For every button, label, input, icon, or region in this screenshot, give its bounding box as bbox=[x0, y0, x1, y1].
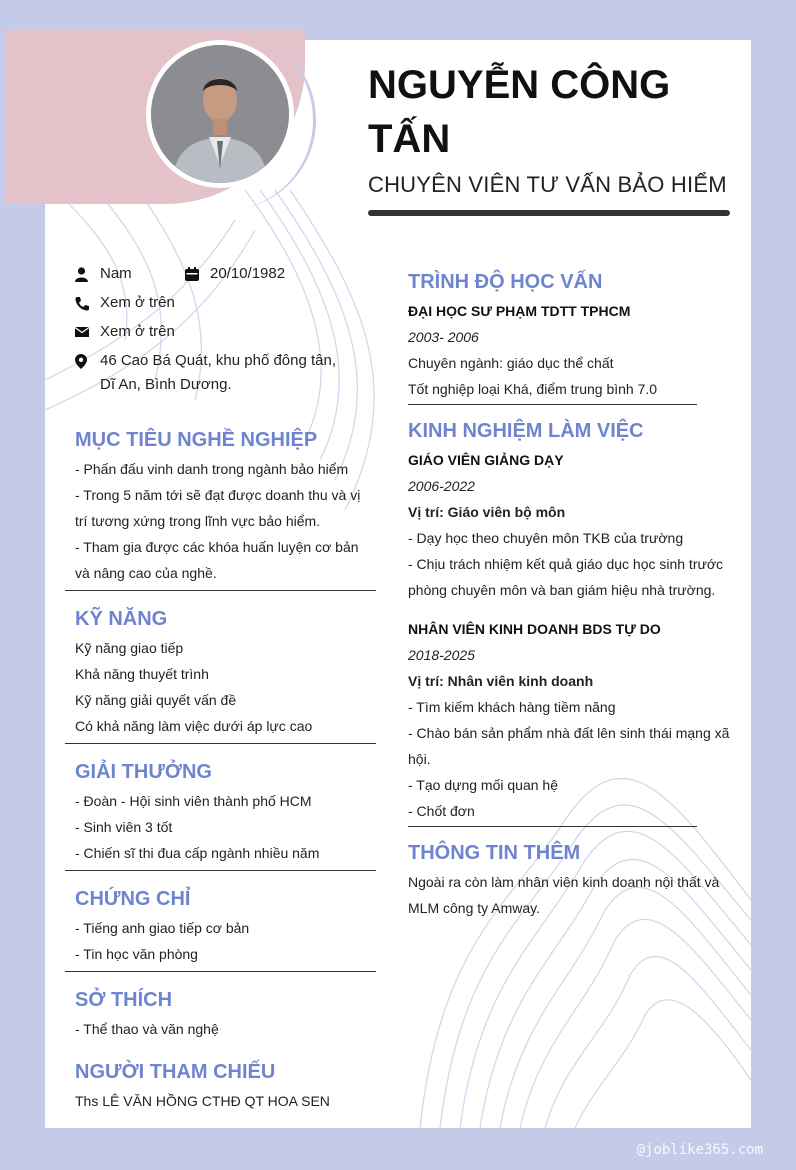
name-line-1: NGUYỄN CÔNG bbox=[368, 63, 671, 107]
job-line: - Chào bán sản phẩm nhà đất lên sinh thái mạng xã bbox=[408, 725, 730, 741]
name-line-2: TẤN bbox=[368, 117, 451, 161]
phone-icon bbox=[75, 291, 100, 315]
skill-item: Kỹ năng giải quyết vấn đề bbox=[75, 692, 237, 708]
calendar-icon bbox=[185, 262, 210, 286]
job-line: - Dạy học theo chuyên môn TKB của trường bbox=[408, 530, 684, 546]
objective-line: và nâng cao của nghề. bbox=[75, 565, 217, 581]
objective-heading: MỤC TIÊU NGHỀ NGHIỆP bbox=[75, 429, 318, 451]
hobby-item: - Thể thao và văn nghệ bbox=[75, 1021, 219, 1037]
right-column bbox=[408, 268, 733, 921]
title-underline bbox=[368, 210, 730, 216]
job-position: Vị trí: Nhân viên kinh doanh bbox=[408, 673, 594, 689]
gender-value: Nam bbox=[100, 265, 132, 282]
personal-row-gender-birthday bbox=[75, 262, 365, 286]
envelope-icon bbox=[75, 320, 100, 344]
address-line-1: 46 Cao Bá Quát, khu phố đông tân, bbox=[100, 352, 337, 369]
person-silhouette-icon bbox=[151, 45, 289, 183]
job-title: CHUYÊN VIÊN TƯ VẤN BẢO HIỂM bbox=[368, 172, 727, 197]
awards-list bbox=[75, 788, 365, 866]
experience-job bbox=[408, 447, 733, 603]
watermark-text: @joblike365.com bbox=[636, 1142, 763, 1158]
education-period: 2003- 2006 bbox=[408, 329, 479, 345]
birthday-value: 20/10/1982 bbox=[210, 265, 286, 282]
section-divider bbox=[65, 971, 376, 972]
job-line: - Chịu trách nhiệm kết quả giáo dục học sinh trước bbox=[408, 556, 724, 572]
award-item: - Sinh viên 3 tốt bbox=[75, 819, 173, 835]
job-line: - Tạo dựng mối quan hệ bbox=[408, 777, 558, 793]
phone-value: Xem ở trên bbox=[100, 294, 175, 311]
objective-line: trí tương xứng trong lĩnh vực bảo hiểm. bbox=[75, 513, 321, 529]
section-divider bbox=[65, 870, 376, 871]
personal-row-address bbox=[75, 349, 365, 397]
skills-heading: KỸ NĂNG bbox=[75, 608, 168, 630]
objective-line: - Trong 5 năm tới sẽ đạt được doanh thu và vị bbox=[75, 487, 361, 503]
education-heading: TRÌNH ĐỘ HỌC VẤN bbox=[408, 271, 603, 293]
job-period: 2018-2025 bbox=[408, 647, 475, 663]
extra-info-line: Ngoài ra còn làm nhân viên kinh doanh nội thất và bbox=[408, 874, 720, 890]
skills-list bbox=[75, 635, 365, 739]
certificate-item: - Tiếng anh giao tiếp cơ bản bbox=[75, 920, 250, 936]
section-divider bbox=[408, 404, 697, 405]
skill-item: Kỹ năng giao tiếp bbox=[75, 640, 184, 656]
objective-list bbox=[75, 456, 365, 586]
job-line: - Chốt đơn bbox=[408, 803, 475, 819]
section-divider bbox=[408, 826, 697, 827]
objective-line: - Phấn đấu vinh danh trong ngành bảo hiểm bbox=[75, 461, 349, 477]
job-period: 2006-2022 bbox=[408, 478, 475, 494]
candidate-name bbox=[368, 58, 728, 166]
address-value bbox=[100, 349, 336, 397]
education-school: ĐẠI HỌC SƯ PHẠM TDTT TPHCM bbox=[408, 303, 631, 319]
skill-item: Có khả năng làm việc dưới áp lực cao bbox=[75, 718, 313, 734]
location-pin-icon bbox=[75, 349, 100, 373]
extra-info-heading: THÔNG TIN THÊM bbox=[408, 842, 581, 864]
skill-item: Khả năng thuyết trình bbox=[75, 666, 209, 682]
certificates-list bbox=[75, 915, 365, 967]
education-line: Chuyên ngành: giáo dục thể chất bbox=[408, 355, 614, 371]
education-line: Tốt nghiệp loại Khá, điểm trung bình 7.0 bbox=[408, 381, 658, 397]
job-line: hội. bbox=[408, 751, 431, 767]
job-company: NHÂN VIÊN KINH DOANH BDS TỰ DO bbox=[408, 621, 661, 637]
job-line: - Tìm kiếm khách hàng tiềm năng bbox=[408, 699, 616, 715]
experience-job bbox=[408, 616, 733, 824]
extra-info-line: MLM công ty Amway. bbox=[408, 900, 541, 916]
reference-item: Ths LÊ VĂN HỒNG CTHĐ QT HOA SEN bbox=[75, 1093, 330, 1109]
certificates-heading: CHỨNG CHỈ bbox=[75, 888, 191, 910]
objective-line: - Tham gia được các khóa huấn luyện cơ bản bbox=[75, 539, 359, 555]
profile-photo bbox=[146, 40, 294, 188]
certificate-item: - Tin học văn phòng bbox=[75, 946, 198, 962]
personal-row-email bbox=[75, 320, 365, 344]
person-icon bbox=[75, 262, 100, 286]
left-column bbox=[75, 262, 365, 1114]
award-item: - Chiến sĩ thi đua cấp ngành nhiều năm bbox=[75, 845, 320, 861]
email-value: Xem ở trên bbox=[100, 323, 175, 340]
personal-row-phone bbox=[75, 291, 365, 315]
job-line: phòng chuyên môn và ban giám hiệu nhà trường. bbox=[408, 582, 716, 598]
awards-heading: GIẢI THƯỞNG bbox=[75, 761, 212, 783]
address-line-2: Dĩ An, Bình Dương. bbox=[100, 376, 232, 393]
experience-heading: KINH NGHIỆM LÀM VIỆC bbox=[408, 420, 644, 442]
section-divider bbox=[65, 590, 376, 591]
hobbies-heading: SỞ THÍCH bbox=[75, 989, 173, 1011]
award-item: - Đoàn - Hội sinh viên thành phố HCM bbox=[75, 793, 312, 809]
references-heading: NGƯỜI THAM CHIẾU bbox=[75, 1061, 276, 1083]
job-company: GIÁO VIÊN GIẢNG DẠY bbox=[408, 452, 564, 468]
section-divider bbox=[65, 743, 376, 744]
job-position: Vị trí: Giáo viên bộ môn bbox=[408, 504, 566, 520]
